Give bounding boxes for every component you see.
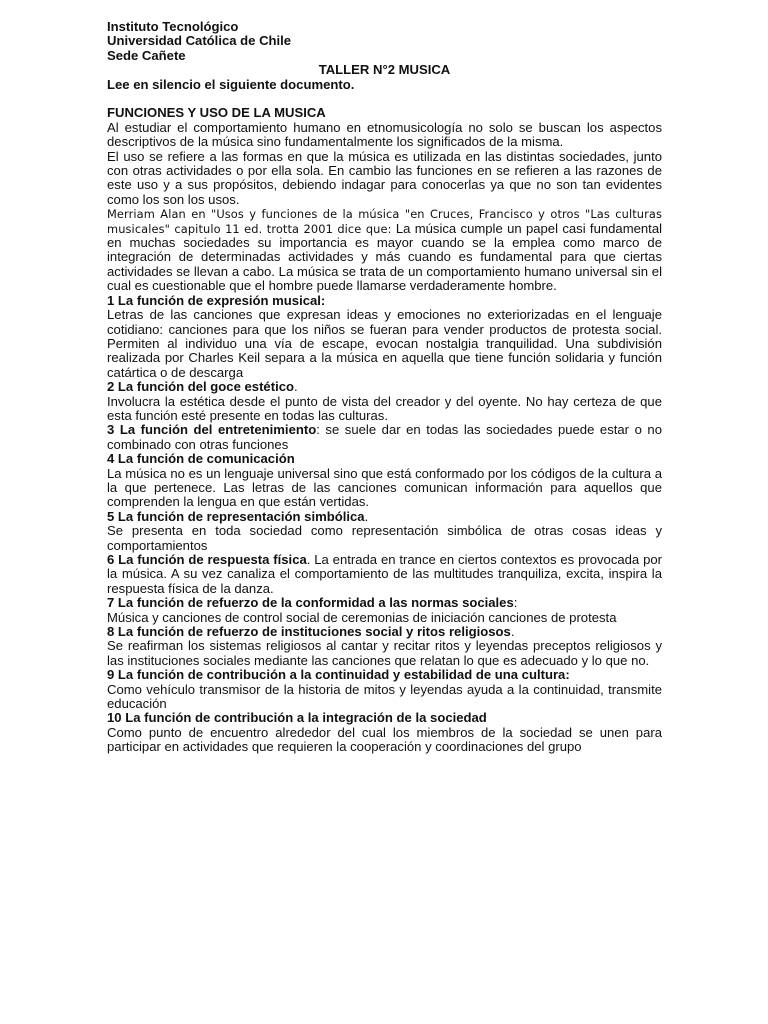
- function-heading-suffix: : se suele dar en todas las sociedades puede estar o no combinado con otras funciones: [107, 422, 663, 452]
- function-heading: 9 La función de contribución a la continuidad y estabilidad de una cultura:: [107, 667, 570, 683]
- intro-paragraph: El uso se refiere a las formas en que la música es utilizada en las distintas sociedades, junto con otras actividades o por ella sola. En cambio las funciones en se refieren a las razones de este uso y a sus propósitos, debiendo indagar para conocerlas ya que no son tan evidentes como los son los usos.: [107, 148, 662, 207]
- function-heading-suffix: .: [510, 624, 515, 640]
- function-heading: 8 La función de refuerzo de instituciones social y ritos religiosos: [107, 624, 511, 640]
- function-item: [107, 380, 662, 423]
- function-text: Se presenta en toda sociedad como representación simbólica de otras cosas ideas y comportamientos: [107, 523, 662, 553]
- function-item: [107, 668, 662, 711]
- function-text: Letras de las canciones que expresan ideas y emociones no exteriorizadas en el lenguaje cotidiano: canciones para que los niños se fueran para vender productos de protesta social. Permiten al individuo una vía de escape, evocan nostalgia tranquilidad. Una subdivisión realizada por Charles Keil separa a la música en aquella que tiene función solidaria y función catártica o de descarga: [107, 307, 662, 380]
- function-heading: 7 La función de refuerzo de la conformidad a las normas sociales: [107, 595, 514, 611]
- reading-instruction: Lee en silencio el siguiente documento.: [107, 76, 355, 92]
- university-name: Universidad Católica de Chile: [107, 33, 292, 49]
- function-heading: 3 La función del entretenimiento: [107, 422, 317, 438]
- campus-name: Sede Cañete: [107, 47, 186, 63]
- function-item: [107, 553, 662, 596]
- function-item: [107, 423, 662, 452]
- document-page: [107, 20, 662, 755]
- function-text: La música no es un lenguaje universal sino que está conformado por los códigos de la cultura a la que pertenece. Las letras de las canciones comunican información para aquellos que comprenden la lengua en que están vertidas.: [107, 465, 662, 510]
- function-text: Se reafirman los sistemas religiosos al cantar y recitar ritos y leyendas preceptos religiosos y las instituciones sociales mediante las canciones que relatan lo que es adecuado y lo que no.: [107, 638, 662, 668]
- function-item: [107, 294, 662, 380]
- function-heading: 5 La función de representación simbólica: [107, 508, 365, 524]
- function-item: [107, 596, 662, 625]
- citation-paragraph: [107, 207, 662, 293]
- function-item: [107, 625, 662, 668]
- function-text: Como vehículo transmisor de la historia de mitos y leyendas ayuda a la continuidad, transmite educación: [107, 681, 662, 712]
- function-heading: 10 La función de contribución a la integración de la sociedad: [107, 710, 487, 726]
- function-heading-suffix: .: [364, 508, 369, 524]
- function-heading: 4 La función de comunicación: [107, 451, 295, 467]
- document-title: TALLER N°2 MUSICA: [318, 62, 451, 78]
- functions-list: [107, 294, 662, 755]
- function-heading-suffix: . La entrada en trance en ciertos contextos es provocada por la música. A su vez canaliza el comportamiento de las multitudes tranquiliza, excita, inspira la respuesta física de la danza.: [107, 552, 662, 596]
- function-text: Música y canciones de control social de ceremonias de iniciación canciones de protesta: [107, 609, 617, 625]
- function-text: Involucra la estética desde el punto de vista del creador y del oyente. No hay certeza de que esta función esté presente en todas las culturas.: [107, 393, 662, 423]
- function-heading-suffix: :: [513, 595, 518, 611]
- citation-text: Merriam Alan en "Usos y funciones de la música "en Cruces, Francisco y otros "Las culturas musicales" capitulo 11 ed. trotta 2001 dice que:: [107, 207, 662, 236]
- section-title: FUNCIONES Y USO DE LA MUSICA: [107, 105, 326, 121]
- citation-quote: La música cumple un papel casi fundamental en muchas sociedades su importancia es mayor cuando se la emplea como marco de integración de determinadas actividades y más cuando es fundamental para que ciertas actividades se llevan a cabo. La música se trata de un comportamiento humano universal sin el cual es cuestionable que el hombre puede llamarse verdaderamente hombre.: [107, 220, 663, 294]
- function-heading: 6 La función de respuesta física: [107, 552, 307, 568]
- function-heading: 2 La función del goce estético: [107, 379, 294, 395]
- function-heading: 1 La función de expresión musical:: [107, 292, 326, 308]
- institution-name: Instituto Tecnológico: [107, 19, 239, 34]
- function-text: Como punto de encuentro alrededor del cual los miembros de la sociedad se unen para participar en actividades que requieren la cooperación y coordinaciones del grupo: [107, 724, 662, 755]
- intro-paragraph: Al estudiar el comportamiento humano en etnomusicología no solo se buscan los aspectos descriptivos de la música sino fundamentalmente los significados de la misma.: [107, 119, 662, 150]
- spacer: [107, 92, 662, 106]
- function-item: [107, 510, 662, 553]
- function-item: [107, 711, 662, 754]
- function-item: [107, 452, 662, 510]
- function-heading-suffix: .: [294, 379, 298, 395]
